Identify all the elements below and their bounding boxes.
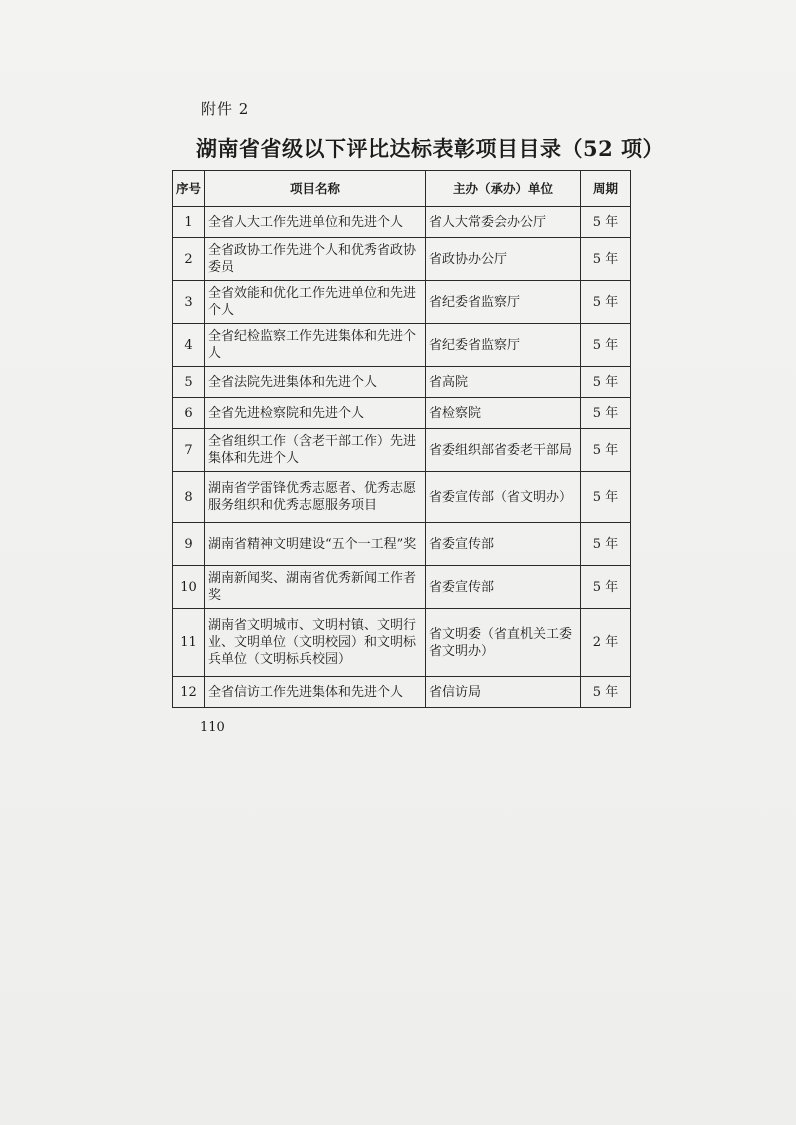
document-title: 湖南省省级以下评比达标表彰项目目录（52 项）	[196, 136, 665, 161]
row-project-name: 湖南新闻奖、湖南省优秀新闻工作者奖	[205, 566, 426, 609]
row-organizer: 省委组织部省委老干部局	[426, 429, 581, 472]
page-number: 110	[200, 720, 225, 735]
row-project-name: 全省组织工作（含老干部工作）先进集体和先进个人	[205, 429, 426, 472]
row-organizer: 省文明委（省直机关工委省文明办）	[426, 609, 581, 677]
row-number: 1	[173, 207, 205, 238]
row-period: 5 年	[581, 207, 631, 238]
row-number: 6	[173, 398, 205, 429]
row-project-name: 湖南省精神文明建设“五个一工程”奖	[205, 523, 426, 566]
row-number: 5	[173, 367, 205, 398]
row-project-name: 全省政协工作先进个人和优秀省政协委员	[205, 238, 426, 281]
row-period: 5 年	[581, 238, 631, 281]
row-number: 7	[173, 429, 205, 472]
table-row	[173, 609, 631, 677]
table-row	[173, 367, 631, 398]
row-period: 5 年	[581, 677, 631, 708]
row-project-name: 全省先进检察院和先进个人	[205, 398, 426, 429]
row-project-name: 全省纪检监察工作先进集体和先进个人	[205, 324, 426, 367]
annex-label: 附件 2	[201, 100, 250, 118]
row-period: 5 年	[581, 281, 631, 324]
row-project-name: 全省效能和优化工作先进单位和先进个人	[205, 281, 426, 324]
row-number: 3	[173, 281, 205, 324]
row-project-name: 湖南省文明城市、文明村镇、文明行业、文明单位（文明校园）和文明标兵单位（文明标兵校园）	[205, 609, 426, 677]
project-table	[172, 170, 631, 708]
row-number: 8	[173, 472, 205, 523]
row-organizer: 省信访局	[426, 677, 581, 708]
row-number: 10	[173, 566, 205, 609]
table-row	[173, 324, 631, 367]
row-project-name: 全省人大工作先进单位和先进个人	[205, 207, 426, 238]
header-project-name: 项目名称	[205, 171, 426, 207]
table-header-row	[173, 171, 631, 207]
row-organizer: 省政协办公厅	[426, 238, 581, 281]
table-row	[173, 238, 631, 281]
table-row	[173, 429, 631, 472]
header-period: 周期	[581, 171, 631, 207]
row-period: 2 年	[581, 609, 631, 677]
table-row	[173, 523, 631, 566]
row-organizer: 省检察院	[426, 398, 581, 429]
row-period: 5 年	[581, 324, 631, 367]
table-row	[173, 207, 631, 238]
row-period: 5 年	[581, 566, 631, 609]
table-row	[173, 398, 631, 429]
row-number: 9	[173, 523, 205, 566]
row-organizer: 省纪委省监察厅	[426, 281, 581, 324]
row-number: 2	[173, 238, 205, 281]
row-period: 5 年	[581, 472, 631, 523]
row-period: 5 年	[581, 367, 631, 398]
table-row	[173, 566, 631, 609]
table-row	[173, 677, 631, 708]
row-organizer: 省委宣传部（省文明办）	[426, 472, 581, 523]
row-organizer: 省高院	[426, 367, 581, 398]
row-organizer: 省委宣传部	[426, 566, 581, 609]
row-number: 12	[173, 677, 205, 708]
header-serial: 序号	[173, 171, 205, 207]
table-row	[173, 472, 631, 523]
row-organizer: 省委宣传部	[426, 523, 581, 566]
row-project-name: 全省法院先进集体和先进个人	[205, 367, 426, 398]
row-period: 5 年	[581, 398, 631, 429]
row-project-name: 全省信访工作先进集体和先进个人	[205, 677, 426, 708]
row-number: 4	[173, 324, 205, 367]
row-number: 11	[173, 609, 205, 677]
header-organizer: 主办（承办）单位	[426, 171, 581, 207]
table-row	[173, 281, 631, 324]
row-period: 5 年	[581, 523, 631, 566]
row-period: 5 年	[581, 429, 631, 472]
row-organizer: 省人大常委会办公厅	[426, 207, 581, 238]
row-organizer: 省纪委省监察厅	[426, 324, 581, 367]
row-project-name: 湖南省学雷锋优秀志愿者、优秀志愿服务组织和优秀志愿服务项目	[205, 472, 426, 523]
